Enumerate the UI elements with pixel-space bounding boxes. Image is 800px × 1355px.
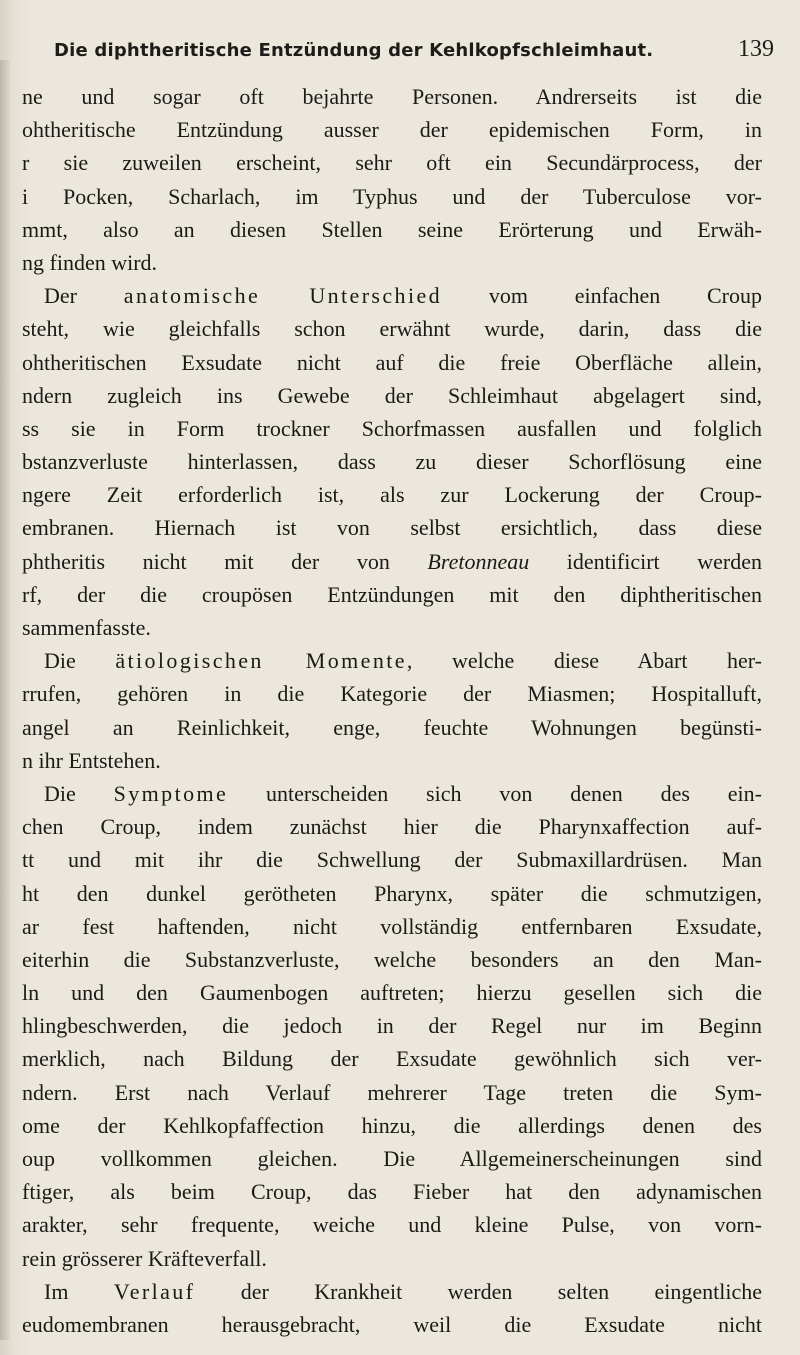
text-line: ome der Kehlkopfaffection hinzu, die allerdings denen des bbox=[22, 1112, 762, 1138]
text-line: ngere Zeit erforderlich ist, als zur Lockerung der Croup- bbox=[22, 482, 762, 508]
text-line: mmt, also an diesen Stellen seine Erörterung und Erwäh- bbox=[22, 216, 762, 242]
text-line: chen Croup, indem zunächst hier die Pharynxaffection auf- bbox=[22, 814, 762, 840]
text-line: rrufen, gehören in die Kategorie der Miasmen; Hospitalluft, bbox=[22, 681, 762, 707]
text-line: ftiger, als beim Croup, das Fieber hat den adynamischen bbox=[22, 1179, 762, 1205]
text-line: eiterhin die Substanzverluste, welche besonders an den Man- bbox=[22, 946, 762, 972]
text-line: ng finden wird. bbox=[22, 249, 158, 275]
page-gutter-shadow bbox=[0, 60, 10, 1340]
page-number: 139 bbox=[738, 36, 774, 62]
body-text bbox=[22, 80, 762, 1341]
text-line: Die Symptome unterscheiden sich von denen des ein- bbox=[44, 780, 762, 806]
text-line: tt und mit ihr die Schwellung der Submaxillardrüsen. Man bbox=[22, 847, 762, 873]
text-line: Der anatomische Unterschied vom einfachen Croup bbox=[44, 283, 762, 309]
text-line: ar fest haftenden, nicht vollständig entfernbaren Exsudate, bbox=[22, 913, 762, 939]
text-line: r sie zuweilen erscheint, sehr oft ein Secundärprocess, der bbox=[22, 150, 762, 176]
text-line: angel an Reinlichkeit, enge, feuchte Wohnungen begünsti- bbox=[22, 714, 762, 740]
text-line: ndern. Erst nach Verlauf mehrerer Tage treten die Sym- bbox=[22, 1079, 762, 1105]
text-line: ss sie in Form trockner Schorfmassen ausfallen und folglich bbox=[22, 415, 762, 441]
text-line: ln und den Gaumenbogen auftreten; hierzu gesellen sich die bbox=[22, 980, 762, 1006]
text-line: bstanzverluste hinterlassen, dass zu dieser Schorflösung eine bbox=[22, 449, 762, 475]
text-line: ne und sogar oft bejahrte Personen. Andrerseits ist die bbox=[22, 84, 762, 109]
text-line: Im Verlauf der Krankheit werden selten eingentliche bbox=[44, 1278, 762, 1304]
text-line: rf, der die croupösen Entzündungen mit den diphtheritischen bbox=[22, 581, 762, 607]
text-line: rein grösserer Kräfteverfall. bbox=[22, 1245, 267, 1271]
text-line: phtheritis nicht mit der von Bretonneau identificirt werden bbox=[22, 548, 762, 574]
text-line: steht, wie gleichfalls schon erwähnt wurde, darin, dass die bbox=[22, 316, 762, 342]
text-line: merklich, nach Bildung der Exsudate gewöhnlich sich ver- bbox=[22, 1046, 762, 1072]
running-header bbox=[54, 36, 774, 66]
text-line: hlingbeschwerden, die jedoch in der Regel nur im Beginn bbox=[22, 1013, 762, 1039]
text-line: eudomembranen herausgebracht, weil die Exsudate nicht bbox=[22, 1311, 762, 1337]
text-line: n ihr Entstehen. bbox=[22, 747, 161, 773]
text-line: Die ätiologischen Momente, welche diese Abart her- bbox=[44, 648, 762, 674]
text-line: oup vollkommen gleichen. Die Allgemeinerscheinungen sind bbox=[22, 1146, 762, 1171]
text-line: sammenfasste. bbox=[22, 615, 151, 640]
text-line: ndern zugleich ins Gewebe der Schleimhaut abgelagert sind, bbox=[22, 382, 762, 408]
text-line: ht den dunkel gerötheten Pharynx, später die schmutzigen, bbox=[22, 880, 762, 906]
text-line: ohtheritische Entzündung ausser der epidemischen Form, in bbox=[22, 117, 762, 143]
text-line: ohtheritischen Exsudate nicht auf die freie Oberfläche allein, bbox=[22, 349, 762, 375]
text-line: arakter, sehr frequente, weiche und kleine Pulse, von vorn- bbox=[22, 1212, 762, 1238]
text-line: embranen. Hiernach ist von selbst ersichtlich, dass diese bbox=[22, 515, 762, 541]
header-title: Die diphtheritische Entzündung der Kehlkopfschleimhaut. bbox=[54, 40, 654, 61]
text-line: i Pocken, Scharlach, im Typhus und der Tuberculose vor- bbox=[22, 183, 762, 209]
